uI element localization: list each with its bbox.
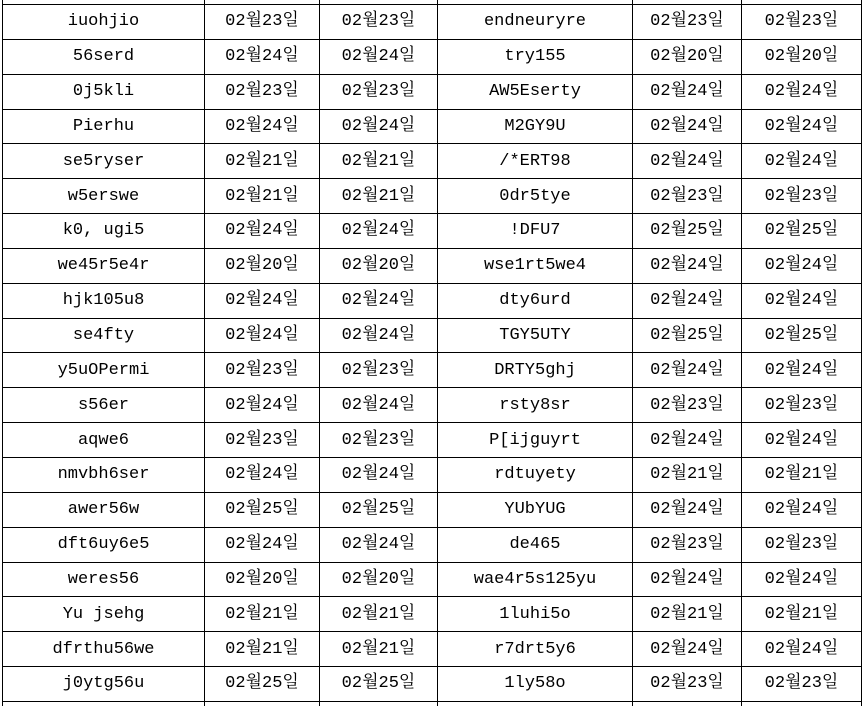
cell-date: 02월20일	[205, 249, 320, 284]
cell-date: 02월24일	[633, 563, 742, 598]
cell-date: 02월24일	[633, 249, 742, 284]
cell-name: /*ERT98	[438, 144, 633, 179]
cell-date: 02월23일	[320, 5, 438, 40]
cell-date: 02월23일	[320, 353, 438, 388]
table-edge-partial-row-bottom	[438, 702, 633, 706]
cell-date: 02월25일	[742, 214, 862, 249]
cell-date: 02월25일	[205, 493, 320, 528]
cell-date: 02월25일	[633, 214, 742, 249]
cell-name: endneuryre	[438, 5, 633, 40]
cell-name: 0dr5tye	[438, 179, 633, 214]
cell-name: r7drt5y6	[438, 632, 633, 667]
cell-date: 02월23일	[320, 423, 438, 458]
cell-date: 02월23일	[742, 388, 862, 423]
cell-date: 02월24일	[742, 353, 862, 388]
cell-name: s56er	[2, 388, 205, 423]
cell-date: 02월25일	[320, 667, 438, 702]
table-edge-partial-row-bottom	[320, 702, 438, 706]
cell-date: 02월21일	[320, 179, 438, 214]
cell-date: 02월24일	[320, 319, 438, 354]
cell-name: se4fty	[2, 319, 205, 354]
cell-date: 02월25일	[633, 319, 742, 354]
cell-name: AW5Eserty	[438, 75, 633, 110]
cell-date: 02월21일	[320, 144, 438, 179]
cell-date: 02월25일	[205, 667, 320, 702]
cell-name: k0, ugi5	[2, 214, 205, 249]
cell-date: 02월24일	[205, 458, 320, 493]
cell-date: 02월20일	[205, 563, 320, 598]
cell-name: Pierhu	[2, 110, 205, 145]
cell-name: de465	[438, 528, 633, 563]
cell-date: 02월21일	[633, 597, 742, 632]
cell-name: we45r5e4r	[2, 249, 205, 284]
cell-name: aqwe6	[2, 423, 205, 458]
cell-date: 02월24일	[320, 458, 438, 493]
cell-date: 02월21일	[742, 458, 862, 493]
cell-date: 02월24일	[320, 388, 438, 423]
cell-name: 1luhi5o	[438, 597, 633, 632]
cell-name: iuohjio	[2, 5, 205, 40]
cell-date: 02월20일	[320, 249, 438, 284]
cell-date: 02월24일	[633, 493, 742, 528]
cell-name: dft6uy6e5	[2, 528, 205, 563]
cell-date: 02월23일	[633, 388, 742, 423]
table	[2, 0, 862, 706]
table-edge-partial-row-bottom	[2, 702, 205, 706]
cell-name: nmvbh6ser	[2, 458, 205, 493]
cell-name: wse1rt5we4	[438, 249, 633, 284]
cell-date: 02월24일	[320, 284, 438, 319]
cell-name: DRTY5ghj	[438, 353, 633, 388]
cell-name: M2GY9U	[438, 110, 633, 145]
cell-date: 02월23일	[742, 528, 862, 563]
cell-name: weres56	[2, 563, 205, 598]
table-edge-partial-row-bottom	[205, 702, 320, 706]
cell-date: 02월24일	[742, 563, 862, 598]
cell-date: 02월24일	[205, 284, 320, 319]
cell-date: 02월24일	[742, 144, 862, 179]
cell-date: 02월21일	[205, 597, 320, 632]
cell-name: Yu jsehg	[2, 597, 205, 632]
cell-date: 02월20일	[742, 40, 862, 75]
cell-date: 02월21일	[320, 597, 438, 632]
table-edge-partial-row-bottom	[742, 702, 862, 706]
cell-date: 02월23일	[742, 667, 862, 702]
cell-date: 02월21일	[633, 458, 742, 493]
cell-date: 02월24일	[205, 110, 320, 145]
cell-date: 02월24일	[742, 75, 862, 110]
cell-date: 02월24일	[742, 249, 862, 284]
cell-date: 02월24일	[205, 528, 320, 563]
cell-date: 02월21일	[320, 632, 438, 667]
cell-date: 02월21일	[205, 632, 320, 667]
cell-date: 02월23일	[633, 5, 742, 40]
cell-name: 0j5kli	[2, 75, 205, 110]
cell-date: 02월20일	[633, 40, 742, 75]
cell-name: awer56w	[2, 493, 205, 528]
cell-date: 02월23일	[205, 353, 320, 388]
cell-date: 02월23일	[205, 5, 320, 40]
cell-name: !DFU7	[438, 214, 633, 249]
cell-name: try155	[438, 40, 633, 75]
cell-date: 02월24일	[633, 284, 742, 319]
cell-date: 02월24일	[633, 423, 742, 458]
cell-date: 02월24일	[205, 388, 320, 423]
cell-date: 02월25일	[742, 319, 862, 354]
cell-date: 02월24일	[633, 632, 742, 667]
cell-date: 02월24일	[633, 110, 742, 145]
cell-name: w5erswe	[2, 179, 205, 214]
cell-date: 02월23일	[205, 75, 320, 110]
cell-name: dfrthu56we	[2, 632, 205, 667]
cell-name: 1ly58o	[438, 667, 633, 702]
cell-date: 02월24일	[633, 353, 742, 388]
cell-date: 02월20일	[320, 563, 438, 598]
cell-date: 02월24일	[320, 40, 438, 75]
cell-date: 02월24일	[633, 75, 742, 110]
cell-date: 02월23일	[633, 179, 742, 214]
cell-name: TGY5UTY	[438, 319, 633, 354]
cell-name: y5uOPermi	[2, 353, 205, 388]
cell-date: 02월24일	[320, 528, 438, 563]
cell-date: 02월23일	[320, 75, 438, 110]
cell-date: 02월24일	[205, 214, 320, 249]
cell-name: rsty8sr	[438, 388, 633, 423]
cell-date: 02월24일	[742, 632, 862, 667]
cell-date: 02월24일	[205, 40, 320, 75]
cell-name: rdtuyety	[438, 458, 633, 493]
cell-date: 02월23일	[633, 667, 742, 702]
cell-date: 02월23일	[205, 423, 320, 458]
cell-date: 02월23일	[742, 5, 862, 40]
cell-date: 02월21일	[205, 144, 320, 179]
cell-date: 02월25일	[320, 493, 438, 528]
table-edge-partial-row-bottom	[633, 702, 742, 706]
cell-date: 02월21일	[205, 179, 320, 214]
cell-date: 02월24일	[742, 423, 862, 458]
cell-name: 56serd	[2, 40, 205, 75]
cell-date: 02월24일	[633, 144, 742, 179]
cell-date: 02월24일	[320, 110, 438, 145]
cell-name: se5ryser	[2, 144, 205, 179]
cell-name: dty6urd	[438, 284, 633, 319]
cell-date: 02월24일	[742, 493, 862, 528]
cell-name: j0ytg56u	[2, 667, 205, 702]
cell-date: 02월24일	[320, 214, 438, 249]
cell-date: 02월21일	[742, 597, 862, 632]
cell-date: 02월24일	[742, 110, 862, 145]
cell-date: 02월23일	[633, 528, 742, 563]
cell-date: 02월24일	[742, 284, 862, 319]
cell-name: P[ijguyrt	[438, 423, 633, 458]
cell-date: 02월24일	[205, 319, 320, 354]
cell-name: hjk105u8	[2, 284, 205, 319]
cell-name: wae4r5s125yu	[438, 563, 633, 598]
cell-date: 02월23일	[742, 179, 862, 214]
cell-name: YUbYUG	[438, 493, 633, 528]
